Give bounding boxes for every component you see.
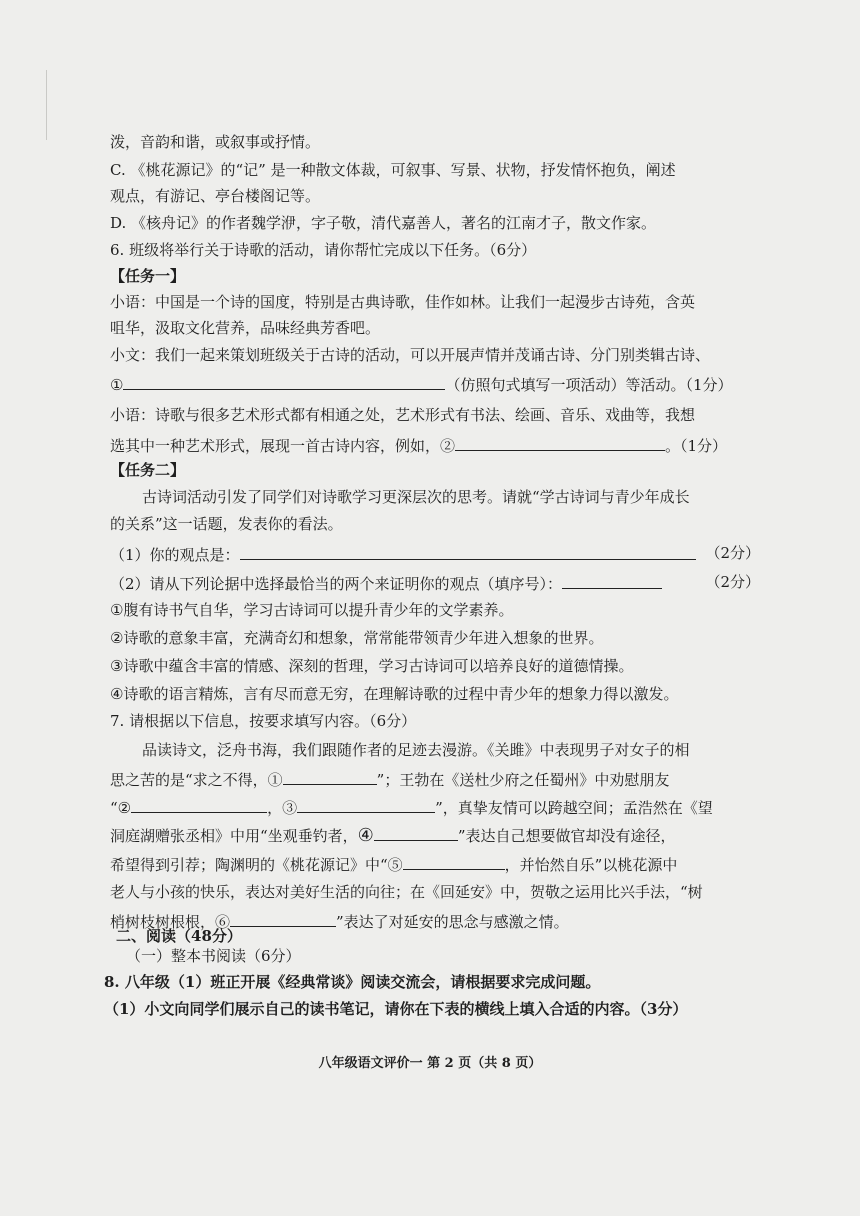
- fill-line: [110, 853, 760, 875]
- text-line: 品读诗文，泛舟书海，我们跟随作者的足迹去漫游。《关雎》中表现男子对女子的相: [142, 741, 690, 759]
- text: 选其中一种艺术形式，展现一首古诗内容，例如，②: [110, 437, 456, 455]
- question-6: 6. 班级将举行关于诗歌的活动，请你帮忙完成以下任务。（6分）: [110, 241, 537, 259]
- text: 。（1分）: [665, 437, 728, 455]
- text-line: 的关系”这一话题，发表你的看法。: [110, 515, 343, 533]
- text: ④: [357, 825, 374, 846]
- task-two-heading: 【任务二】: [110, 461, 186, 479]
- text-line: 古诗词活动引发了同学们对诗歌学习更深层次的思考。请就“学古诗词与青少年成长: [142, 488, 690, 506]
- evidence-1: ①腹有诗书气自华，学习古诗词可以提升青少年的文学素养。: [110, 601, 514, 619]
- text: 洞庭湖赠张丞相》中用“坐观垂钓者，: [110, 827, 358, 845]
- answer-blank-view[interactable]: [240, 543, 696, 560]
- task-one-heading: 【任务一】: [110, 267, 186, 285]
- evidence-3: ③诗歌中蕴含丰富的情感、深刻的哲理，学习古诗词可以培养良好的道德情操。: [110, 657, 634, 675]
- text-line: 观点，有游记、亭台楼阁记等。: [110, 187, 321, 205]
- fill-line: [110, 373, 760, 395]
- text: （仿照句式填写一项活动）等活动。（1分）: [445, 376, 733, 394]
- page-footer: 八年级语文评价一 第 2 页（共 8 页）: [318, 1056, 542, 1071]
- text: （1）你的观点是：: [110, 546, 240, 564]
- fill-line: [110, 824, 760, 846]
- text: 希望得到引荐；陶渊明的《桃花源记》中“⑤: [110, 856, 403, 874]
- text: ”；王勃在《送杜少府之任蜀州》中劝慰朋友: [376, 771, 670, 789]
- text: ”，真挚友情可以跨越空间；孟浩然在《望: [435, 799, 713, 817]
- text: 梢树枝树根根，⑥: [110, 913, 231, 931]
- text: 思之苦的是“求之不得，①: [110, 771, 283, 789]
- score: （2分）: [705, 573, 760, 591]
- question-7: 7. 请根据以下信息，按要求填写内容。（6分）: [110, 712, 417, 730]
- text: （2）请从下列论据中选择最恰当的两个来证明你的观点（填序号）：: [110, 575, 563, 593]
- text: ，③: [267, 799, 298, 817]
- option-d: D. 《核舟记》的作者魏学洢，字子敬，清代嘉善人，著名的江南才子，散文作家。: [110, 214, 657, 232]
- answer-blank-poem-2[interactable]: [131, 796, 267, 813]
- option-c: C. 《桃花源记》的“记” 是一种散文体裁，可叙事、写景、状物，抒发情怀抱负，阐述: [110, 161, 676, 179]
- answer-blank-poem-4[interactable]: [374, 824, 458, 841]
- fill-line: [110, 572, 760, 594]
- scan-edge: [46, 70, 47, 140]
- text-line: 泼，音韵和谐，或叙事或抒情。: [110, 133, 321, 151]
- evidence-2: ②诗歌的意象丰富，充满奇幻和想象，常常能带领青少年进入想象的世界。: [110, 629, 604, 647]
- answer-blank-1[interactable]: [123, 373, 445, 390]
- fill-line: [110, 796, 760, 818]
- blank-label: ①: [110, 376, 124, 394]
- text-line: 小文：我们一起来策划班级关于古诗的活动，可以开展声情并茂诵古诗、分门别类辑古诗、: [110, 346, 711, 364]
- fill-line: [110, 543, 760, 565]
- question-8: 8. 八年级（1）班正开展《经典常谈》阅读交流会，请根据要求完成问题。: [104, 973, 601, 991]
- answer-blank-evidence[interactable]: [562, 572, 662, 589]
- text-line: 咀华，汲取文化营养，品味经典芳香吧。: [110, 319, 381, 337]
- fill-line: [110, 434, 760, 456]
- evidence-4: ④诗歌的语言精炼，言有尽而意无穷，在理解诗歌的过程中青少年的想象力得以激发。: [110, 685, 679, 703]
- question-8-1: （1）小文向同学们展示自己的读书笔记，请你在下表的横线上填入合适的内容。（3分）: [104, 1000, 688, 1018]
- score: （2分）: [705, 544, 760, 562]
- text-line: 小语：诗歌与很多艺术形式都有相通之处，艺术形式有书法、绘画、音乐、戏曲等，我想: [110, 406, 696, 424]
- fill-line: [110, 768, 760, 790]
- subsection-heading: （一）整本书阅读（6分）: [126, 947, 301, 965]
- text-line: 老人与小孩的快乐，表达对美好生活的向往；在《回延安》中，贺敬之运用比兴手法，“树: [110, 883, 703, 901]
- text: ”表达了对延安的思念与感激之情。: [336, 913, 569, 931]
- text-line: 小语：中国是一个诗的国度，特别是古典诗歌，佳作如林。让我们一起漫步古诗苑，含英: [110, 293, 696, 311]
- text: ，并怡然自乐”以桃花源中: [504, 856, 678, 874]
- text: ”表达自己想要做官却没有途径，: [457, 827, 676, 845]
- answer-blank-2[interactable]: [455, 434, 665, 451]
- answer-blank-poem-6[interactable]: [230, 910, 336, 927]
- text: “②: [110, 799, 132, 817]
- answer-blank-poem-5[interactable]: [403, 853, 505, 870]
- answer-blank-poem-3[interactable]: [297, 796, 435, 813]
- answer-blank-poem-1[interactable]: [283, 768, 377, 785]
- section-two-heading: 二、阅读（48分）: [116, 927, 242, 945]
